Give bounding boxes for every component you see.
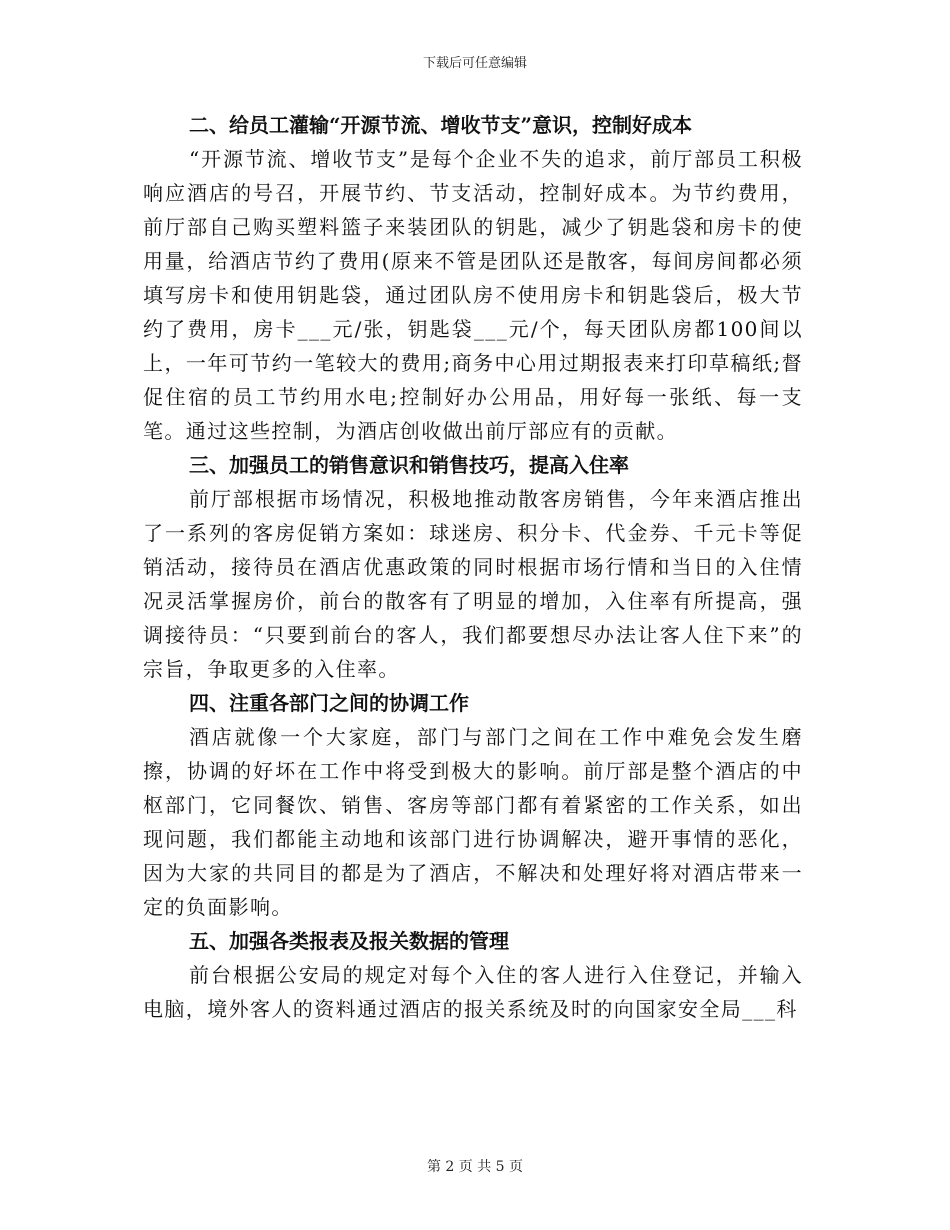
section-2: [143, 108, 803, 448]
section-paragraph: “开源节流、增收节支”是每个企业不失的追求，前厅部员工积极响应酒店的号召，开展节约、节支活动，控制好成本。为节约费用，前厅部自己购买塑料篮子来装团队的钥匙，减少了钥匙袋和房卡的使用量，给酒店节约了费用(原来不管是团队还是散客，每间房间都必须填写房卡和使用钥匙袋，通过团队房不使用房卡和钥匙袋后，极大节约了费用，房卡___元/张，钥匙袋___元/个，每天团队房都100间以上，一年可节约一笔较大的费用;商务中心用过期报表来打印草稿纸;督促住宿的员工节约用水电;控制好办公用品，用好每一张纸、每一支笔。通过这些控制，为酒店创收做出前厅部应有的贡献。: [143, 147, 803, 443]
section-paragraph: 酒店就像一个大家庭，部门与部门之间在工作中难免会发生磨擦，协调的好坏在工作中将受到极大的影响。前厅部是整个酒店的中枢部门，它同餐饮、销售、客房等部门都有着紧密的工作关系，如出现问题，我们都能主动地和该部门进行协调解决，避开事情的恶化，因为大家的共同目的都是为了酒店，不解决和处理好将对酒店带来一定的负面影响。: [143, 725, 803, 919]
section-3: [143, 448, 803, 686]
section-4: [143, 686, 803, 924]
section-heading: 二、给员工灌输“开源节流、增收节支”意识，控制好成本: [189, 113, 693, 137]
section-paragraph: 前厅部根据市场情况，积极地推动散客房销售，今年来酒店推出了一系列的客房促销方案如：球迷房、积分卡、代金券、千元卡等促销活动，接待员在酒店优惠政策的同时根据市场行情和当日的入住情况灵活掌握房价，前台的散客有了明显的增加，入住率有所提高，强调接待员：“只要到前台的客人，我们都要想尽办法让客人住下来”的宗旨，争取更多的入住率。: [143, 487, 803, 681]
section-paragraph: 前台根据公安局的规定对每个入住的客人进行入住登记，并输入电脑，境外客人的资料通过酒店的报关系统及时的向国家安全局___科: [143, 963, 803, 1021]
section-heading: 四、注重各部门之间的协调工作: [189, 691, 469, 715]
document-body: [143, 108, 803, 1026]
page-footer: 第 2 页 共 5 页: [426, 1159, 524, 1175]
page-header: 下载后可任意编辑: [422, 56, 527, 71]
section-heading: 三、加强员工的销售意识和销售技巧，提高入住率: [189, 453, 629, 477]
section-5: [143, 924, 803, 1026]
section-heading: 五、加强各类报表及报关数据的管理: [189, 929, 509, 953]
